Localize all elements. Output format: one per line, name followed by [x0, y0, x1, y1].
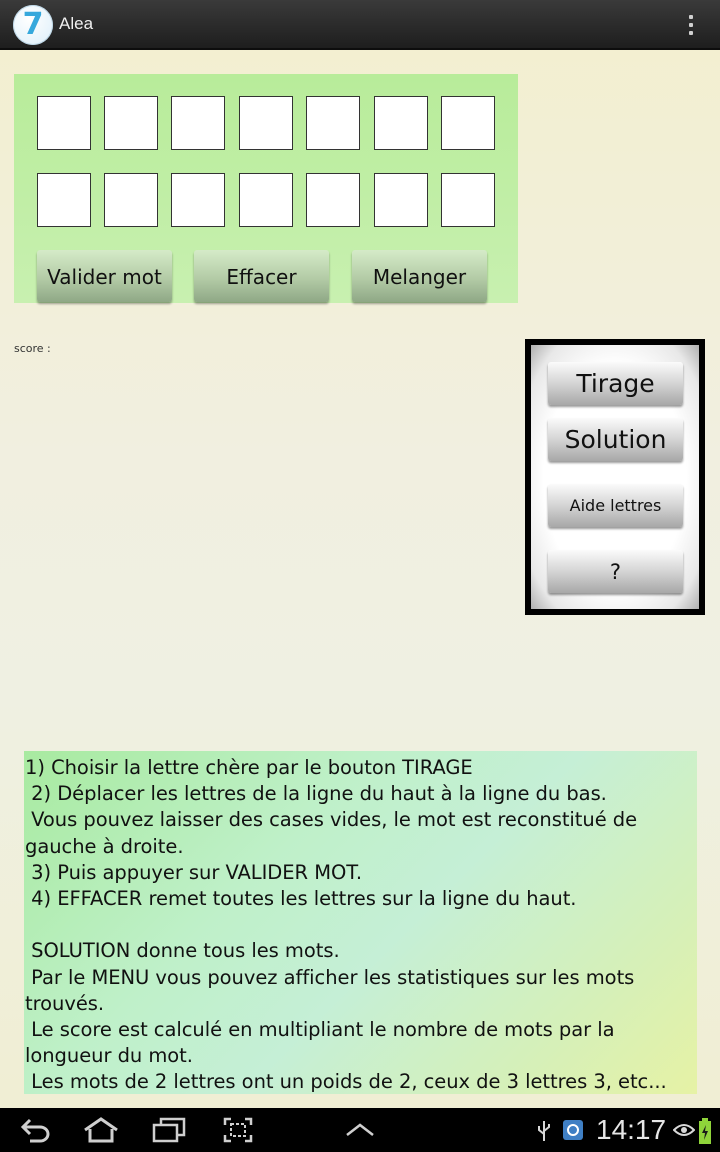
- instructions-box: [24, 751, 697, 1094]
- validate-word-button[interactable]: Valider mot: [37, 250, 172, 302]
- draw-button[interactable]: Tirage: [548, 362, 683, 405]
- top-letter-slot[interactable]: [239, 96, 293, 150]
- top-letter-slot[interactable]: [104, 96, 158, 150]
- bottom-letter-slot[interactable]: [37, 173, 91, 227]
- instruction-line: 4) EFFACER remet toutes les lettres sur la ligne du haut.: [25, 887, 577, 911]
- bottom-letter-slot[interactable]: [239, 173, 293, 227]
- battery-icon: [698, 1117, 712, 1145]
- usb-icon: [536, 1120, 552, 1142]
- instruction-line: gauche à droite.: [25, 834, 184, 858]
- letter-help-button[interactable]: Aide lettres: [548, 484, 683, 527]
- eye-icon: [673, 1120, 695, 1140]
- instruction-line: trouvés.: [25, 991, 105, 1015]
- top-letter-slot[interactable]: [37, 96, 91, 150]
- instruction-line: Par le MENU vous pouvez afficher les statistiques sur les mots: [25, 965, 635, 989]
- chevron-up-icon[interactable]: [344, 1116, 376, 1144]
- top-letter-slot[interactable]: [171, 96, 225, 150]
- bottom-letter-slot[interactable]: [374, 173, 428, 227]
- score-label: score :: [14, 342, 51, 355]
- letter-board: [14, 74, 518, 303]
- bottom-letter-slot[interactable]: [104, 173, 158, 227]
- top-letter-slot[interactable]: [306, 96, 360, 150]
- app-title: Alea: [59, 14, 94, 33]
- instruction-line: Le score est calculé en multipliant le nombre de mots par la: [25, 1018, 615, 1042]
- action-panel: [525, 339, 705, 615]
- instruction-line: 2) Déplacer les lettres de la ligne du haut à la ligne du bas.: [25, 782, 607, 806]
- back-icon[interactable]: [20, 1116, 52, 1144]
- system-nav-bar: [0, 1108, 720, 1152]
- screenshot-icon[interactable]: [222, 1116, 254, 1144]
- status-clock: 14:17: [596, 1114, 667, 1145]
- solution-button[interactable]: Solution: [548, 418, 683, 461]
- top-letter-slot[interactable]: [374, 96, 428, 150]
- action-panel-inner: [531, 345, 699, 609]
- app-logo-icon[interactable]: 7: [13, 5, 53, 45]
- recent-apps-icon[interactable]: [151, 1116, 187, 1144]
- instruction-line: [25, 912, 697, 938]
- help-button[interactable]: ?: [548, 550, 683, 593]
- home-icon[interactable]: [82, 1116, 120, 1144]
- instruction-line: 1) Choisir la lettre chère par le bouton TIRAGE: [25, 756, 473, 779]
- instruction-line: Les mots de 2 lettres ont un poids de 2, ceux de 3 lettres 3, etc...: [25, 1070, 667, 1094]
- instruction-line: Vous pouvez laisser des cases vides, le mot est reconstitué de: [25, 808, 638, 832]
- top-letter-slot[interactable]: [441, 96, 495, 150]
- instruction-line: 3) Puis appuyer sur VALIDER MOT.: [25, 860, 362, 884]
- overflow-menu-icon[interactable]: [682, 12, 700, 38]
- instruction-line: longueur du mot.: [25, 1044, 193, 1068]
- bottom-letter-slot[interactable]: [441, 173, 495, 227]
- bottom-letter-slot[interactable]: [306, 173, 360, 227]
- app-notification-icon: [562, 1119, 584, 1141]
- clear-button[interactable]: Effacer: [194, 250, 329, 302]
- bottom-letter-slot[interactable]: [171, 173, 225, 227]
- instruction-line: SOLUTION donne tous les mots.: [25, 939, 340, 963]
- action-bar: [0, 0, 720, 50]
- shuffle-button[interactable]: Melanger: [352, 250, 487, 302]
